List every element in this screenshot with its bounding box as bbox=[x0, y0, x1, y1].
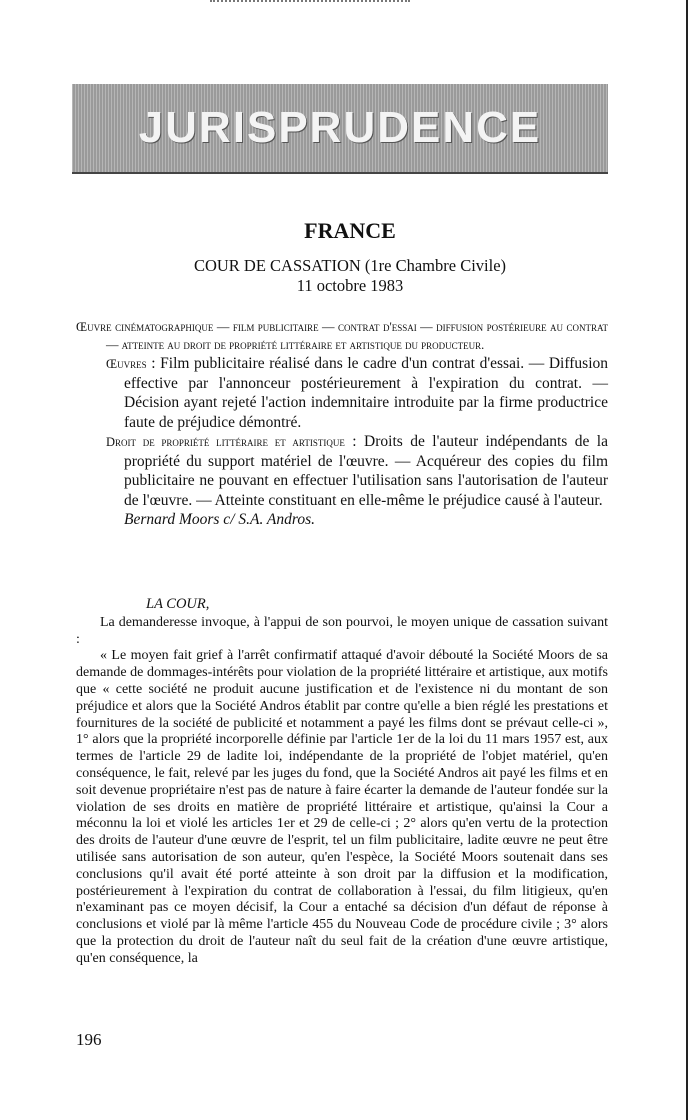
oeuvres-label: Œuvres bbox=[106, 357, 147, 371]
decision-date: 11 octobre 1983 bbox=[296, 276, 404, 295]
droit-label: Droit de propriété littéraire et artistique bbox=[106, 435, 345, 449]
droit-paragraph bbox=[106, 432, 608, 510]
scan-artifact bbox=[210, 0, 410, 8]
oeuvres-text: : Film publicitaire réalisé dans le cadre d'un contrat d'essai. — Diffusion effective par l'annonceur postérieurement à l'expiration du contrat. — Décision ayant rejeté l'action indemnitaire introduite par la firme productrice faute de préjudice démontré. bbox=[124, 355, 608, 431]
headnote-summary bbox=[76, 318, 608, 530]
judgment-body bbox=[76, 596, 608, 968]
banner-title: JURISPRUDENCE bbox=[138, 103, 542, 152]
country-heading: FRANCE bbox=[304, 218, 396, 243]
court-heading: COUR DE CASSATION (1re Chambre Civile) bbox=[193, 256, 507, 275]
oeuvres-paragraph bbox=[106, 354, 608, 432]
section-banner bbox=[72, 84, 608, 174]
parties-line: Bernard Moors c/ S.A. Andros. bbox=[124, 511, 316, 528]
la-cour-heading: LA COUR, bbox=[146, 596, 210, 612]
page-edge-line bbox=[686, 0, 688, 1120]
keywords-line: Œuvre cinématographique — film publicitaire — contrat d'essai — diffusion postérieure au contrat — atteinte au droit de propriété littéraire et artistique du producteur. bbox=[76, 320, 608, 352]
intro-paragraph: La demanderesse invoque, à l'appui de son pourvoi, le moyen unique de cassation suivant : bbox=[76, 614, 608, 647]
droit-text: : Droits de l'auteur indépendants de la propriété du support matériel de l'œuvre. — Acquéreur des copies du film publicitaire ne pouvant en effectuer l'utilisation sans l'autorisation de l'auteur de l'œuvre. — Atteinte constituant en elle-même le préjudice causé à l'auteur. bbox=[124, 433, 608, 509]
page-number: 196 bbox=[76, 1030, 102, 1049]
moyen-paragraph: « Le moyen fait grief à l'arrêt confirmatif attaqué d'avoir débouté la Société Moors de sa demande de dommages-intérêts pour violation de la propriété littéraire et artistique, aux motifs que « cette société ne produit aucune justification et de l'existence ni du montant de son préjudice et alors que la Société Andros établit par contre qu'elle a bien réglé les prestations et fournitures de la société de publicité et notamment a payé les films dont se prévaut celle-ci », 1° alors que la propriété incorporelle définie par l'article 1er de la loi du 11 mars 1957 est, aux termes de l'article 29 de ladite loi, indépendante de la propriété de l'objet matériel, qu'en conséquence, le fait, relevé par les juges du fond, que la Société Andros ait payé les films et en soit devenue propriétaire n'est pas de nature à faire écarter la demande de l'auteur fondée sur la violation de ses droits en matière de propriété littéraire et artistique, qu'ainsi la Cour a méconnu la loi et violé les articles 1er et 29 de celle-ci ; 2° alors qu'en vertu de la protection des droits de l'auteur d'une œuvre de l'esprit, tel un film publicitaire, ladite œuvre ne peut être utilisée sans autorisation de son auteur, qu'en l'espèce, la Société Moors soutenait dans ses conclusions qu'il avait été porté atteinte à son droit par la diffusion et la modification, postérieurement à l'expiration du contrat de collaboration à l'essai, du film litigieux, qu'en n'examinant pas ce moyen décisif, la Cour a entaché sa décision d'un défaut de réponse à conclusions et violé par là même l'article 455 du Nouveau Code de procédure civile ; 3° alors que la protection du droit de l'auteur naît du seul fait de la création d'une œuvre artistique, qu'en conséquence, la bbox=[76, 648, 608, 966]
